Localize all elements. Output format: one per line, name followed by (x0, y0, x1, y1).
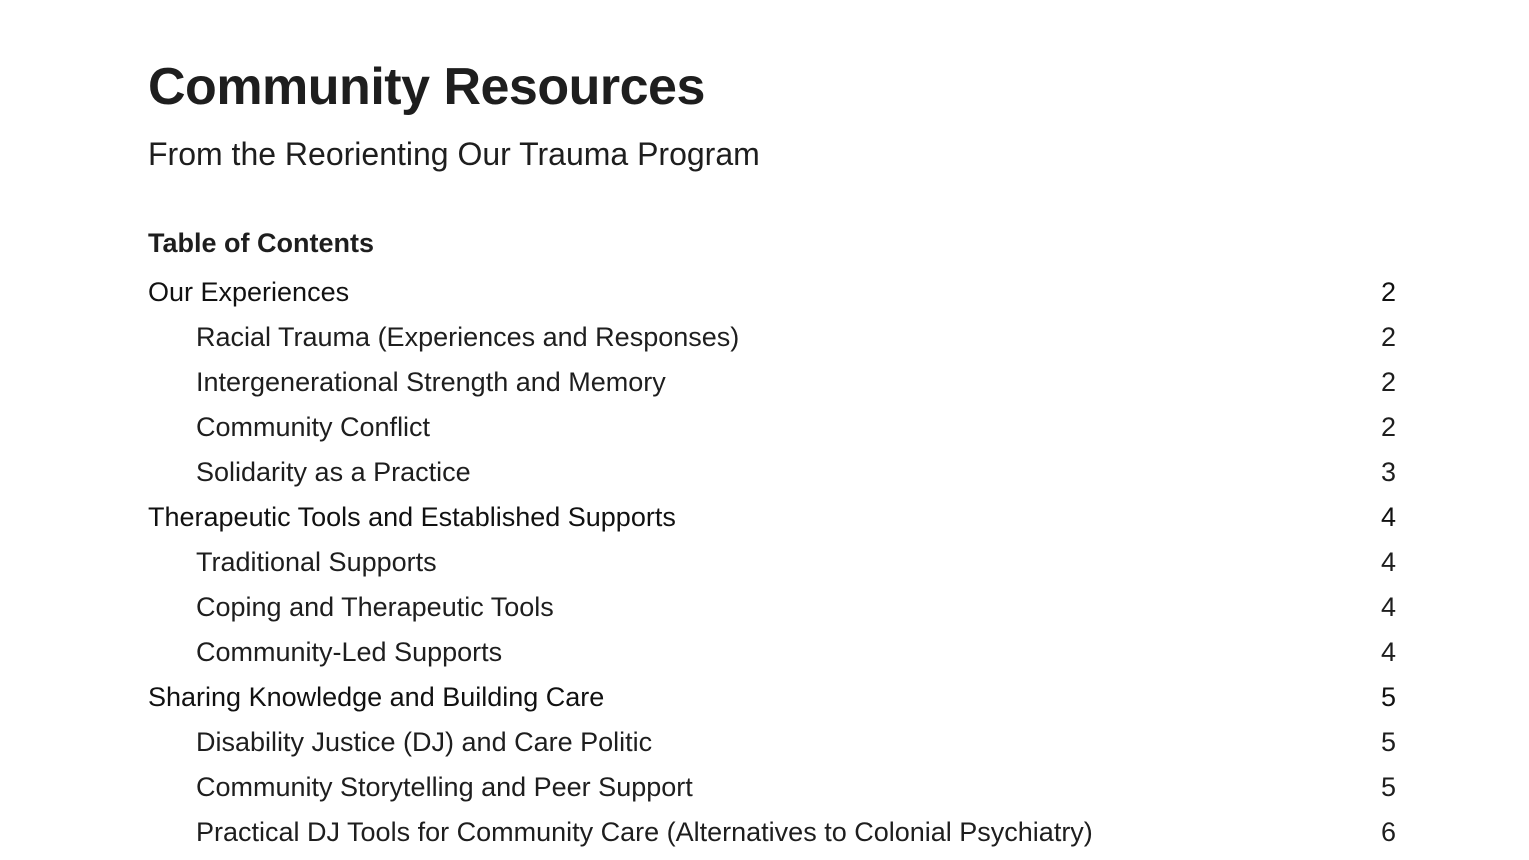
toc-entry-page-number: 5 (1380, 727, 1396, 757)
toc-entry-page-number: 5 (1380, 772, 1396, 802)
toc-entry-label[interactable]: Solidarity as a Practice (196, 457, 471, 487)
toc-entry-page-number: 6 (1380, 817, 1396, 847)
toc-subsection-entry[interactable] (148, 585, 1396, 630)
toc-subsection-entry[interactable] (148, 630, 1396, 675)
toc-subsection-entry[interactable] (148, 315, 1396, 360)
toc-entry-label[interactable]: Sharing Knowledge and Building Care (148, 682, 605, 712)
document-subtitle: From the Reorienting Our Trauma Program (148, 136, 760, 172)
toc-subsection-entry[interactable] (148, 450, 1396, 495)
toc-entry-page-number: 2 (1380, 367, 1396, 397)
toc-entry-label[interactable]: Community Storytelling and Peer Support (196, 772, 693, 802)
toc-entry-page-number: 5 (1380, 682, 1396, 712)
toc-entry-label[interactable]: Coping and Therapeutic Tools (196, 592, 554, 622)
toc-subsection-entry[interactable] (148, 405, 1396, 450)
toc-entry-page-number: 2 (1380, 412, 1396, 442)
toc-entry-page-number: 2 (1380, 322, 1396, 352)
toc-heading: Table of Contents (148, 228, 374, 258)
toc-entry-label[interactable]: Community-Led Supports (196, 637, 503, 667)
toc-entry-label[interactable]: Traditional Supports (196, 547, 437, 577)
toc-section-entry[interactable] (148, 270, 1396, 315)
toc-entry-label[interactable]: Therapeutic Tools and Established Supports (148, 502, 676, 532)
table-of-contents (148, 270, 1396, 855)
toc-subsection-entry[interactable] (148, 720, 1396, 765)
toc-entry-page-number: 2 (1380, 277, 1396, 307)
toc-entry-label[interactable]: Racial Trauma (Experiences and Responses) (196, 322, 740, 352)
toc-entry-page-number: 4 (1380, 502, 1396, 532)
toc-entry-label[interactable]: Practical DJ Tools for Community Care (Alternatives to Colonial Psychiatry) (196, 817, 1093, 847)
toc-subsection-entry[interactable] (148, 540, 1396, 585)
toc-subsection-entry[interactable] (148, 765, 1396, 810)
toc-entry-label[interactable]: Community Conflict (196, 412, 431, 442)
toc-entry-page-number: 3 (1380, 457, 1396, 487)
toc-section-entry[interactable] (148, 495, 1396, 540)
toc-entry-label[interactable]: Our Experiences (148, 277, 350, 307)
toc-entry-page-number: 4 (1380, 547, 1396, 577)
document-title: Community Resources (148, 58, 705, 116)
toc-entry-label[interactable]: Disability Justice (DJ) and Care Politic (196, 727, 653, 757)
toc-entry-page-number: 4 (1380, 637, 1396, 667)
toc-entry-page-number: 4 (1380, 592, 1396, 622)
toc-subsection-entry[interactable] (148, 810, 1396, 855)
toc-section-entry[interactable] (148, 675, 1396, 720)
toc-subsection-entry[interactable] (148, 360, 1396, 405)
toc-entry-label[interactable]: Intergenerational Strength and Memory (196, 367, 666, 397)
